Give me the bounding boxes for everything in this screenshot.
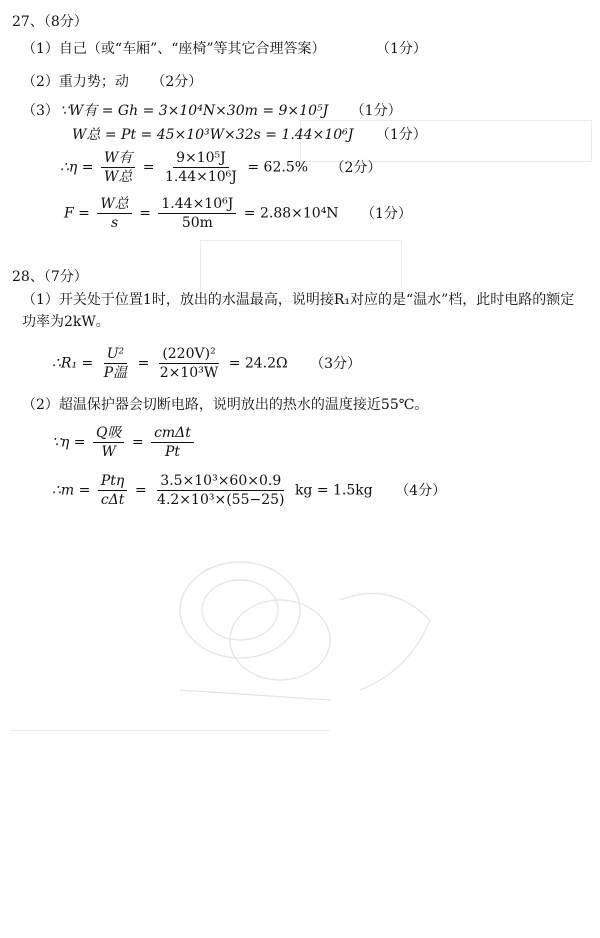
q27-part2-points: （2分） bbox=[151, 74, 203, 90]
q28-eq-mass-frac1 bbox=[98, 473, 128, 508]
q27-part3-label: （3） bbox=[22, 103, 59, 119]
q27-eq-efficiency-rhs: = 62.5% bbox=[247, 159, 309, 176]
frac-numerator: Q吸 bbox=[93, 425, 124, 443]
q28-header: 28、（7分） bbox=[12, 269, 88, 285]
frac-denominator: 4.2×10³×(55−25) bbox=[157, 492, 285, 508]
frac-numerator: 3.5×10³×60×0.9 bbox=[157, 473, 284, 491]
frac-numerator: cmΔt bbox=[151, 425, 194, 443]
q28-eq-efficiency: ∵η = $\frac{\text{Q吸}}{W}$ = $\frac{\text{cmΔt}}{Pt}$ bbox=[52, 425, 197, 460]
q27-eq-efficiency-points: （2分） bbox=[330, 159, 382, 176]
frac-denominator: 1.44×10⁶J bbox=[164, 169, 237, 185]
frac-numerator: 1.44×10⁶J bbox=[158, 196, 236, 214]
q27-eq-useful-work bbox=[60, 102, 402, 120]
show-through-lines bbox=[10, 730, 330, 731]
q27-eq-useful-work-points: （1分） bbox=[350, 103, 402, 119]
q27-eq-force-frac2 bbox=[158, 196, 236, 231]
frac-numerator: U² bbox=[104, 346, 127, 364]
q27-header: 27、（8分） bbox=[12, 14, 88, 30]
q28-eq-resistance: ∴R₁ = $\frac{\text{U²}}{\text{P温}}$ = $\frac{\text{(220V)²}}{\text{2×10³W}}$ = 24.2Ω （3分） bbox=[52, 346, 362, 381]
q28-eq-resistance-frac2 bbox=[157, 346, 221, 381]
q28-eq-mass: ∴m = $\frac{\text{Ptη}}{\text{cΔt}}$ = $\frac{\text{3.5×10³×60×0.9}}{\text{4.2×10³×(55−25)}}$ kg = 1.5kg （4分） bbox=[52, 473, 447, 508]
q27-eq-efficiency-frac1 bbox=[101, 150, 135, 185]
q28-eq-resistance-lhs: ∴R₁ = bbox=[52, 355, 94, 372]
frac-denominator: s bbox=[110, 215, 119, 231]
q27-eq-efficiency-lhs: ∴η = bbox=[60, 159, 94, 176]
frac-denominator: Pt bbox=[164, 444, 181, 460]
frac-numerator: Ptη bbox=[98, 473, 127, 491]
q27-part1-points: （1分） bbox=[376, 41, 427, 57]
q28-eq-resistance-points: （3分） bbox=[310, 355, 362, 372]
frac-numerator: (220V)² bbox=[159, 346, 218, 364]
frac-numerator: W有 bbox=[101, 150, 135, 168]
q27-part2-text: （2）重力势；动 bbox=[22, 74, 129, 90]
q27-part2 bbox=[22, 73, 202, 91]
q27-eq-force-points: （1分） bbox=[361, 205, 412, 222]
q28-eq-mass-frac2 bbox=[154, 473, 287, 508]
frac-denominator: 50m bbox=[181, 215, 213, 231]
q27-eq-efficiency-frac2 bbox=[162, 150, 240, 185]
q28-eq-mass-points: （4分） bbox=[395, 482, 447, 499]
frac-denominator: W bbox=[101, 444, 116, 460]
show-through-text bbox=[200, 14, 204, 28]
q27-eq-total-work-text: W总 = Pt = 45×10³W×32s = 1.44×10⁶J bbox=[72, 127, 354, 143]
frac-numerator: W总 bbox=[97, 196, 131, 214]
frac-denominator: cΔt bbox=[100, 492, 125, 508]
q27-part1-text: （1）自己（或“车厢”、“座椅”等其它合理答案） bbox=[22, 41, 326, 57]
q28-part2-text: （2）超温保护器会切断电路，说明放出的热水的温度接近55℃。 bbox=[22, 397, 429, 413]
q27-eq-total-work-points: （1分） bbox=[375, 127, 427, 143]
q27-eq-efficiency: ∴η = $\frac{\text{W有}}{\text{W总}}$ = $\frac{\text{9×10⁵J}}{\text{1.44×10⁶J}}$ = 62.5% （2分） bbox=[60, 150, 382, 185]
q27-part1 bbox=[22, 40, 427, 58]
q27-eq-force: F = $\frac{\text{W总}}{s}$ = $\frac{\text{1.44×10⁶J}}{50m}$ = 2.88×10⁴N （1分） bbox=[64, 196, 412, 231]
q27-eq-useful-work-text: ∵W有 = Gh = 3×10⁴N×30m = 9×10⁵J bbox=[60, 103, 329, 119]
q28-eq-efficiency-frac2 bbox=[151, 425, 194, 460]
q28-eq-efficiency-frac1 bbox=[93, 425, 124, 460]
q28-eq-efficiency-lhs: ∵η = bbox=[52, 434, 86, 451]
frac-denominator: W总 bbox=[103, 169, 133, 185]
frac-denominator: P温 bbox=[103, 365, 128, 381]
q28-part1-text: （1）开关处于位置1时，放出的水温最高，说明接R₁对应的是“温水”档，此时电路的额定功率为2kW。 bbox=[22, 292, 575, 330]
q28-eq-resistance-frac1 bbox=[101, 346, 130, 381]
q28-eq-mass-rhs: kg = 1.5kg bbox=[294, 482, 373, 499]
q27-eq-force-rhs: = 2.88×10⁴N bbox=[243, 205, 339, 222]
q28-eq-mass-lhs: ∴m = bbox=[52, 482, 91, 499]
q27-eq-force-frac1 bbox=[97, 196, 131, 231]
q27-eq-total-work bbox=[72, 126, 427, 144]
frac-numerator: 9×10⁵J bbox=[173, 150, 229, 168]
show-through-diagram bbox=[160, 540, 460, 710]
q28-eq-resistance-rhs: = 24.2Ω bbox=[228, 355, 288, 372]
q27-eq-force-lhs: F = bbox=[64, 205, 90, 222]
frac-denominator: 2×10³W bbox=[159, 365, 219, 381]
